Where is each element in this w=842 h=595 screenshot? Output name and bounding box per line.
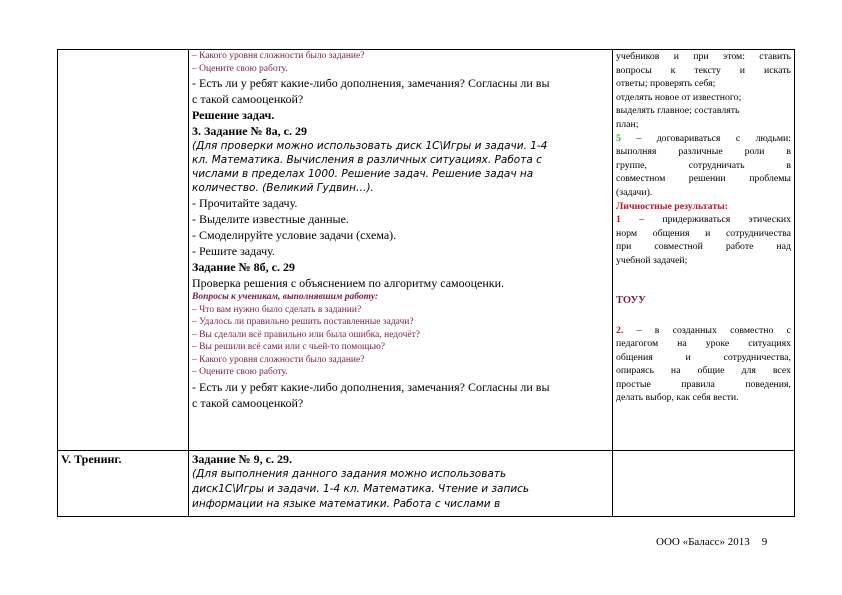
question-item: – Какого уровня сложности было задание? — [192, 354, 365, 365]
task-title: 3. Задание № 8а, с. 29 — [192, 124, 307, 138]
disk-note: (Для выполнения данного задания можно использовать — [192, 468, 507, 480]
result-line: учебников и при этом: ставить — [616, 51, 791, 62]
page-footer — [656, 536, 767, 548]
section-heading: Решение задач. — [192, 108, 275, 122]
result-line: группе, сотрудничать в — [616, 159, 791, 171]
result-line: педагогом на уроке ситуациях — [616, 338, 791, 350]
disk-note: диск1С\Игры и задачи. 1-4 кл. Математика. Чтение и запись — [192, 483, 530, 495]
result-line: выделять главное; составлять — [616, 105, 740, 117]
stage-title: V. Тренинг. — [61, 452, 122, 466]
result-text: – придерживаться этических — [620, 214, 791, 226]
table-row — [58, 451, 795, 517]
step-item: - Смоделируйте условие задачи (схема). — [192, 228, 397, 242]
task-title: Задание № 8б, с. 29 — [192, 260, 295, 274]
activity-cell — [189, 50, 613, 451]
question-item: – Оцените свою работу. — [192, 367, 288, 377]
result-line — [616, 324, 791, 338]
result-line: норм общения и сотрудничества — [616, 227, 791, 239]
result-line: ответы; проверять себя; — [616, 78, 716, 90]
result-line: отделять новое от известного; — [616, 91, 742, 103]
additions-line: с такой самооценкой? — [192, 395, 304, 410]
lesson-plan-table — [57, 49, 795, 517]
result-line: вопросы к тексту и искать — [616, 64, 791, 76]
task-title: Задание № 9, с. 29. — [192, 452, 292, 466]
publisher-text: ООО «Баласс» 2013 — [656, 536, 750, 548]
result-line: при совместной работе над — [616, 241, 791, 253]
disk-note: числами в пределах 1000. Решение задач. Решение задач на — [192, 168, 534, 180]
result-line — [616, 213, 791, 227]
result-line: выполняя различные роли в — [616, 146, 791, 158]
result-line: простые правила поведения, — [616, 378, 791, 390]
item-number: 1 — [616, 214, 621, 226]
stage-cell — [58, 50, 189, 451]
question-evaluate: – Оцените свою работу. — [192, 63, 288, 74]
result-line: общения и сотрудничества, — [616, 351, 791, 363]
result-line: учебной задачей; — [616, 254, 688, 266]
additions-line: с такой самооценкой? — [192, 92, 304, 106]
result-line: делать выбор, как себя вести. — [616, 392, 739, 404]
additions-line: - Есть ли у ребят какие-либо дополнения, замечания? Согласны ли вы — [192, 76, 550, 90]
touu-heading: ТОУУ — [616, 294, 646, 306]
result-line: (задачи). — [616, 186, 653, 198]
disk-note: количество. (Великий Гудвин…). — [192, 182, 374, 194]
question-difficulty: – Какого уровня сложности было задание? — [192, 51, 365, 61]
questions-heading: Вопросы к ученикам, выполнявшим работу: — [192, 292, 379, 302]
personal-results-heading: Личностные результаты: — [616, 200, 729, 212]
question-item: – Удалось ли правильно решить поставленные задачи? — [192, 317, 414, 327]
results-cell — [613, 451, 795, 517]
disk-note: информации на языке математики. Работа с числами в — [192, 498, 501, 510]
stage-cell — [58, 451, 189, 517]
item-number: 5 — [616, 132, 621, 144]
disk-note: кл. Математика. Вычисления в различных ситуациях. Работа с — [192, 154, 542, 166]
result-text: – договариваться с людьми: — [620, 132, 791, 144]
step-item: - Выделите известные данные. — [192, 212, 349, 226]
item-number: 2. — [616, 324, 624, 336]
result-text: – в созданных совместно с — [623, 324, 791, 336]
question-item: – Что вам нужно было сделать в задании? — [192, 304, 362, 315]
result-line: совместном решении проблемы — [616, 173, 791, 185]
results-cell — [613, 50, 795, 451]
check-line: Проверка решения с объяснением по алгоритму самооценки. — [192, 276, 505, 290]
result-line: план; — [616, 118, 639, 130]
disk-note: (Для проверки можно использовать диск 1С\Игры и задачи. 1-4 — [192, 140, 548, 152]
step-item: - Прочитайте задачу. — [192, 196, 298, 210]
activity-cell — [189, 451, 613, 517]
step-item: - Решите задачу. — [192, 244, 275, 258]
result-line: опираясь на общие для всех — [616, 365, 791, 377]
additions-line: - Есть ли у ребят какие-либо дополнения, замечания? Согласны ли вы — [192, 379, 550, 394]
result-line — [616, 132, 791, 146]
table-row — [58, 50, 795, 451]
page-number: 9 — [761, 536, 768, 548]
question-item: – Вы сделали всё правильно или была ошибка, недочёт? — [192, 329, 420, 340]
question-item: – Вы решили всё сами или с чьей-то помощью? — [192, 342, 386, 352]
